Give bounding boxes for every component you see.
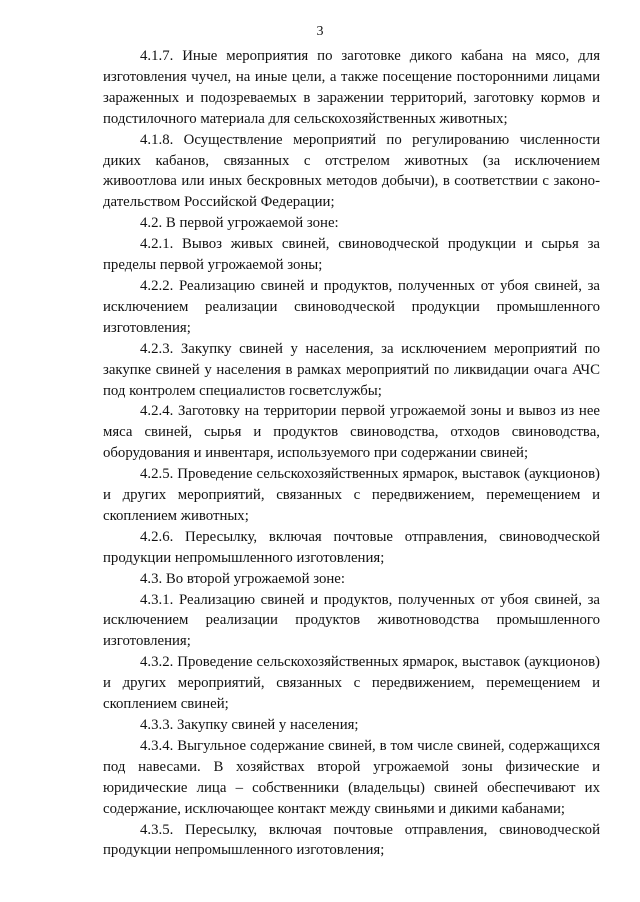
paragraph-4-3-5: 4.3.5. Пересылку, включая почтовые отправления, свиноводческой продукции непромышленного изготовления;: [103, 821, 600, 859]
paragraph-4-2-5: 4.2.5. Проведение сельскохозяйственных ярмарок, выставок (аукционов) и других мероприятий, связанных с передвижением, перемещением и скоплением животных;: [103, 466, 600, 524]
paragraph-4-2-3: 4.2.3. Закупку свиней у населения, за исключением мероприятий по закупке свиней у населения в рамках мероприятий по ликвидации очага АЧС под контролем специалистов госветслужбы;: [103, 340, 600, 399]
document-body: [103, 46, 600, 861]
paragraph-4-2-2: 4.2.2. Реализацию свиней и продуктов, полученных от убоя свиней, за исключением реализации свиноводческой продукции промышленного изготовления;: [103, 277, 600, 336]
paragraph-4-1-8: 4.1.8. Осуществление мероприятий по регулированию численности диких кабанов, связанных с отстрелом животных (за исключением живоотлова или иных бескровных методов добычи), в соответствии с законодательством Российской Федерации;: [103, 131, 600, 211]
paragraph-4-1-7: 4.1.7. Иные мероприятия по заготовке дикого кабана на мясо, для изготовления чучел, на иные цели, а также посещение посторонними лицами зараженных и подозреваемых в заражении территорий, заготовку кормов и подстилочного материала для сельскохозяйственных животных;: [103, 48, 600, 127]
paragraph-4-3-4: 4.3.4. Выгульное содержание свиней, в том числе свиней, содержащихся под навесами. В хозяйствах второй угрожаемой зоны физические и юридические лица – собственники (владельцы) свиней обеспечивают их содержание, исключающее контакт между свиньями и дикими кабанами;: [103, 737, 600, 817]
section-heading-4-3: 4.3. Во второй угрожаемой зоне:: [140, 570, 345, 587]
paragraph-4-2-1: 4.2.1. Вывоз живых свиней, свиноводческой продукции и сырья за пределы первой угрожаемой зоны;: [103, 236, 600, 274]
section-heading-4-2: 4.2. В первой угрожаемой зоне:: [140, 215, 339, 232]
paragraph-4-2-4: 4.2.4. Заготовку на территории первой угрожаемой зоны и вывоз из нее мяса свиней, сырья и продуктов свиноводства, отходов свиноводства, оборудования и инвентаря, используемого при содержании свиней;: [103, 403, 600, 462]
page-number: 3: [316, 24, 324, 39]
paragraph-4-3-2: 4.3.2. Проведение сельскохозяйственных ярмарок, выставок (аукционов) и других мероприятий, связанных с передвижением, перемещением и скоплением свиней;: [103, 654, 600, 713]
paragraph-4-3-1: 4.3.1. Реализацию свиней и продуктов, полученных от убоя свиней, за исключением реализации продуктов животноводства промышленного изготовления;: [103, 591, 600, 650]
paragraph-4-3-3: 4.3.3. Закупку свиней у населения;: [140, 717, 359, 733]
paragraph-4-2-6: 4.2.6. Пересылку, включая почтовые отправления, свиноводческой продукции непромышленного изготовления;: [103, 528, 600, 566]
